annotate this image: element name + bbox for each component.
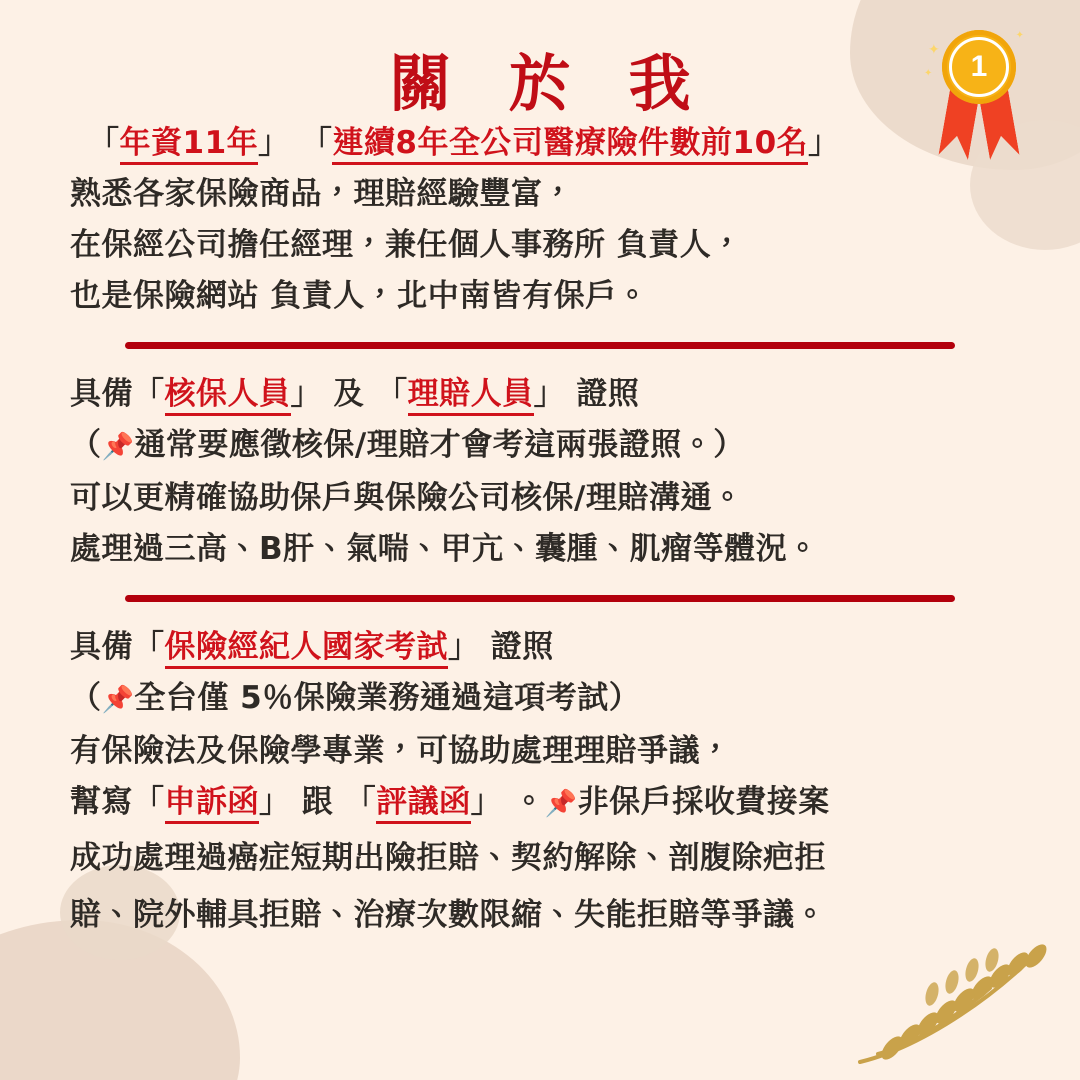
paren-open: （ (70, 427, 102, 463)
broker-line-3: 有保險法及保險學專業，可協助處理理賠爭議， (70, 733, 732, 769)
highlight-review-letter: 評議函 (376, 784, 471, 824)
pushpin-icon: 📌 (101, 432, 135, 462)
section-profile (70, 118, 1010, 322)
cert-note-text: 通常要應徵核保/理賠才會考這兩張證照。） (134, 427, 745, 463)
highlight-broker-exam: 保險經紀人國家考試 (165, 629, 449, 669)
sparkle-icon: ✦ (1015, 30, 1024, 41)
highlight-appeal-letter: 申訴函 (165, 784, 260, 824)
cert-prefix: 具備「 (70, 376, 165, 412)
profile-line-4: 也是保險網站 負責人，北中南皆有保戶。 (70, 278, 649, 314)
cert-mid: 」 及 「 (290, 376, 408, 412)
sparkle-icon: ✦ (928, 42, 940, 58)
cert-note (70, 420, 1010, 473)
profile-line-3: 在保經公司擔任經理，兼任個人事務所 負責人， (70, 227, 743, 263)
sparkle-icon: ✦ (924, 68, 933, 79)
broker-note-text: 全台僅 5％保險業務通過這項考試） (134, 680, 641, 716)
appeal-mid: 」 跟 「 (259, 784, 377, 820)
pushpin-icon: 📌 (544, 789, 578, 819)
profile-line-2: 熟悉各家保險商品，理賠經驗豐富， (70, 176, 574, 212)
cert-headline (70, 369, 1010, 420)
quote-open: 「 (88, 125, 120, 161)
broker-note (70, 673, 1010, 726)
highlight-years: 年資11年 (120, 125, 259, 165)
broker-suffix: 」 證照 (448, 629, 554, 665)
section-certifications (70, 369, 1010, 575)
paren-open: （ (70, 680, 102, 716)
highlight-claims-officer: 理賠人員 (408, 376, 534, 416)
broker-line-6: 賠、院外輔具拒賠、治療次數限縮、失能拒賠等爭議。 (70, 897, 826, 933)
pushpin-icon: 📌 (101, 685, 135, 715)
quote-close: 」 (808, 125, 840, 161)
broker-line-4 (70, 777, 1010, 830)
cert-line-3: 可以更精確協助保戶與保險公司核保/理賠溝通。 (70, 480, 744, 516)
broker-prefix: 具備「 (70, 629, 165, 665)
quote-mid: 」 「 (258, 125, 333, 161)
cert-suffix: 」 證照 (533, 376, 640, 412)
section-divider-1 (125, 342, 955, 349)
appeal-tail: 非保戶採收費接案 (577, 784, 830, 820)
broker-line-5: 成功處理過癌症短期出險拒賠、契約解除、剖腹除疤拒 (70, 840, 826, 876)
highlight-underwriter: 核保人員 (165, 376, 291, 416)
highlight-ranking: 連續8年全公司醫療險件數前10名 (332, 125, 808, 165)
poster-content (0, 118, 1080, 946)
cert-line-4: 處理過三高、B肝、氣喘、甲亢、囊腫、肌瘤等體況。 (70, 531, 819, 567)
section-divider-2 (125, 595, 955, 602)
wheat-decoration-icon (840, 930, 1060, 1070)
section-broker-exam (70, 622, 1010, 944)
page-title: 關 於 我 (389, 47, 709, 120)
appeal-prefix: 幫寫「 (70, 784, 165, 820)
appeal-suffix: 」 。 (470, 784, 545, 820)
badge-number: 1 (949, 37, 1009, 97)
profile-headline (70, 118, 1010, 169)
broker-headline (70, 622, 1010, 673)
